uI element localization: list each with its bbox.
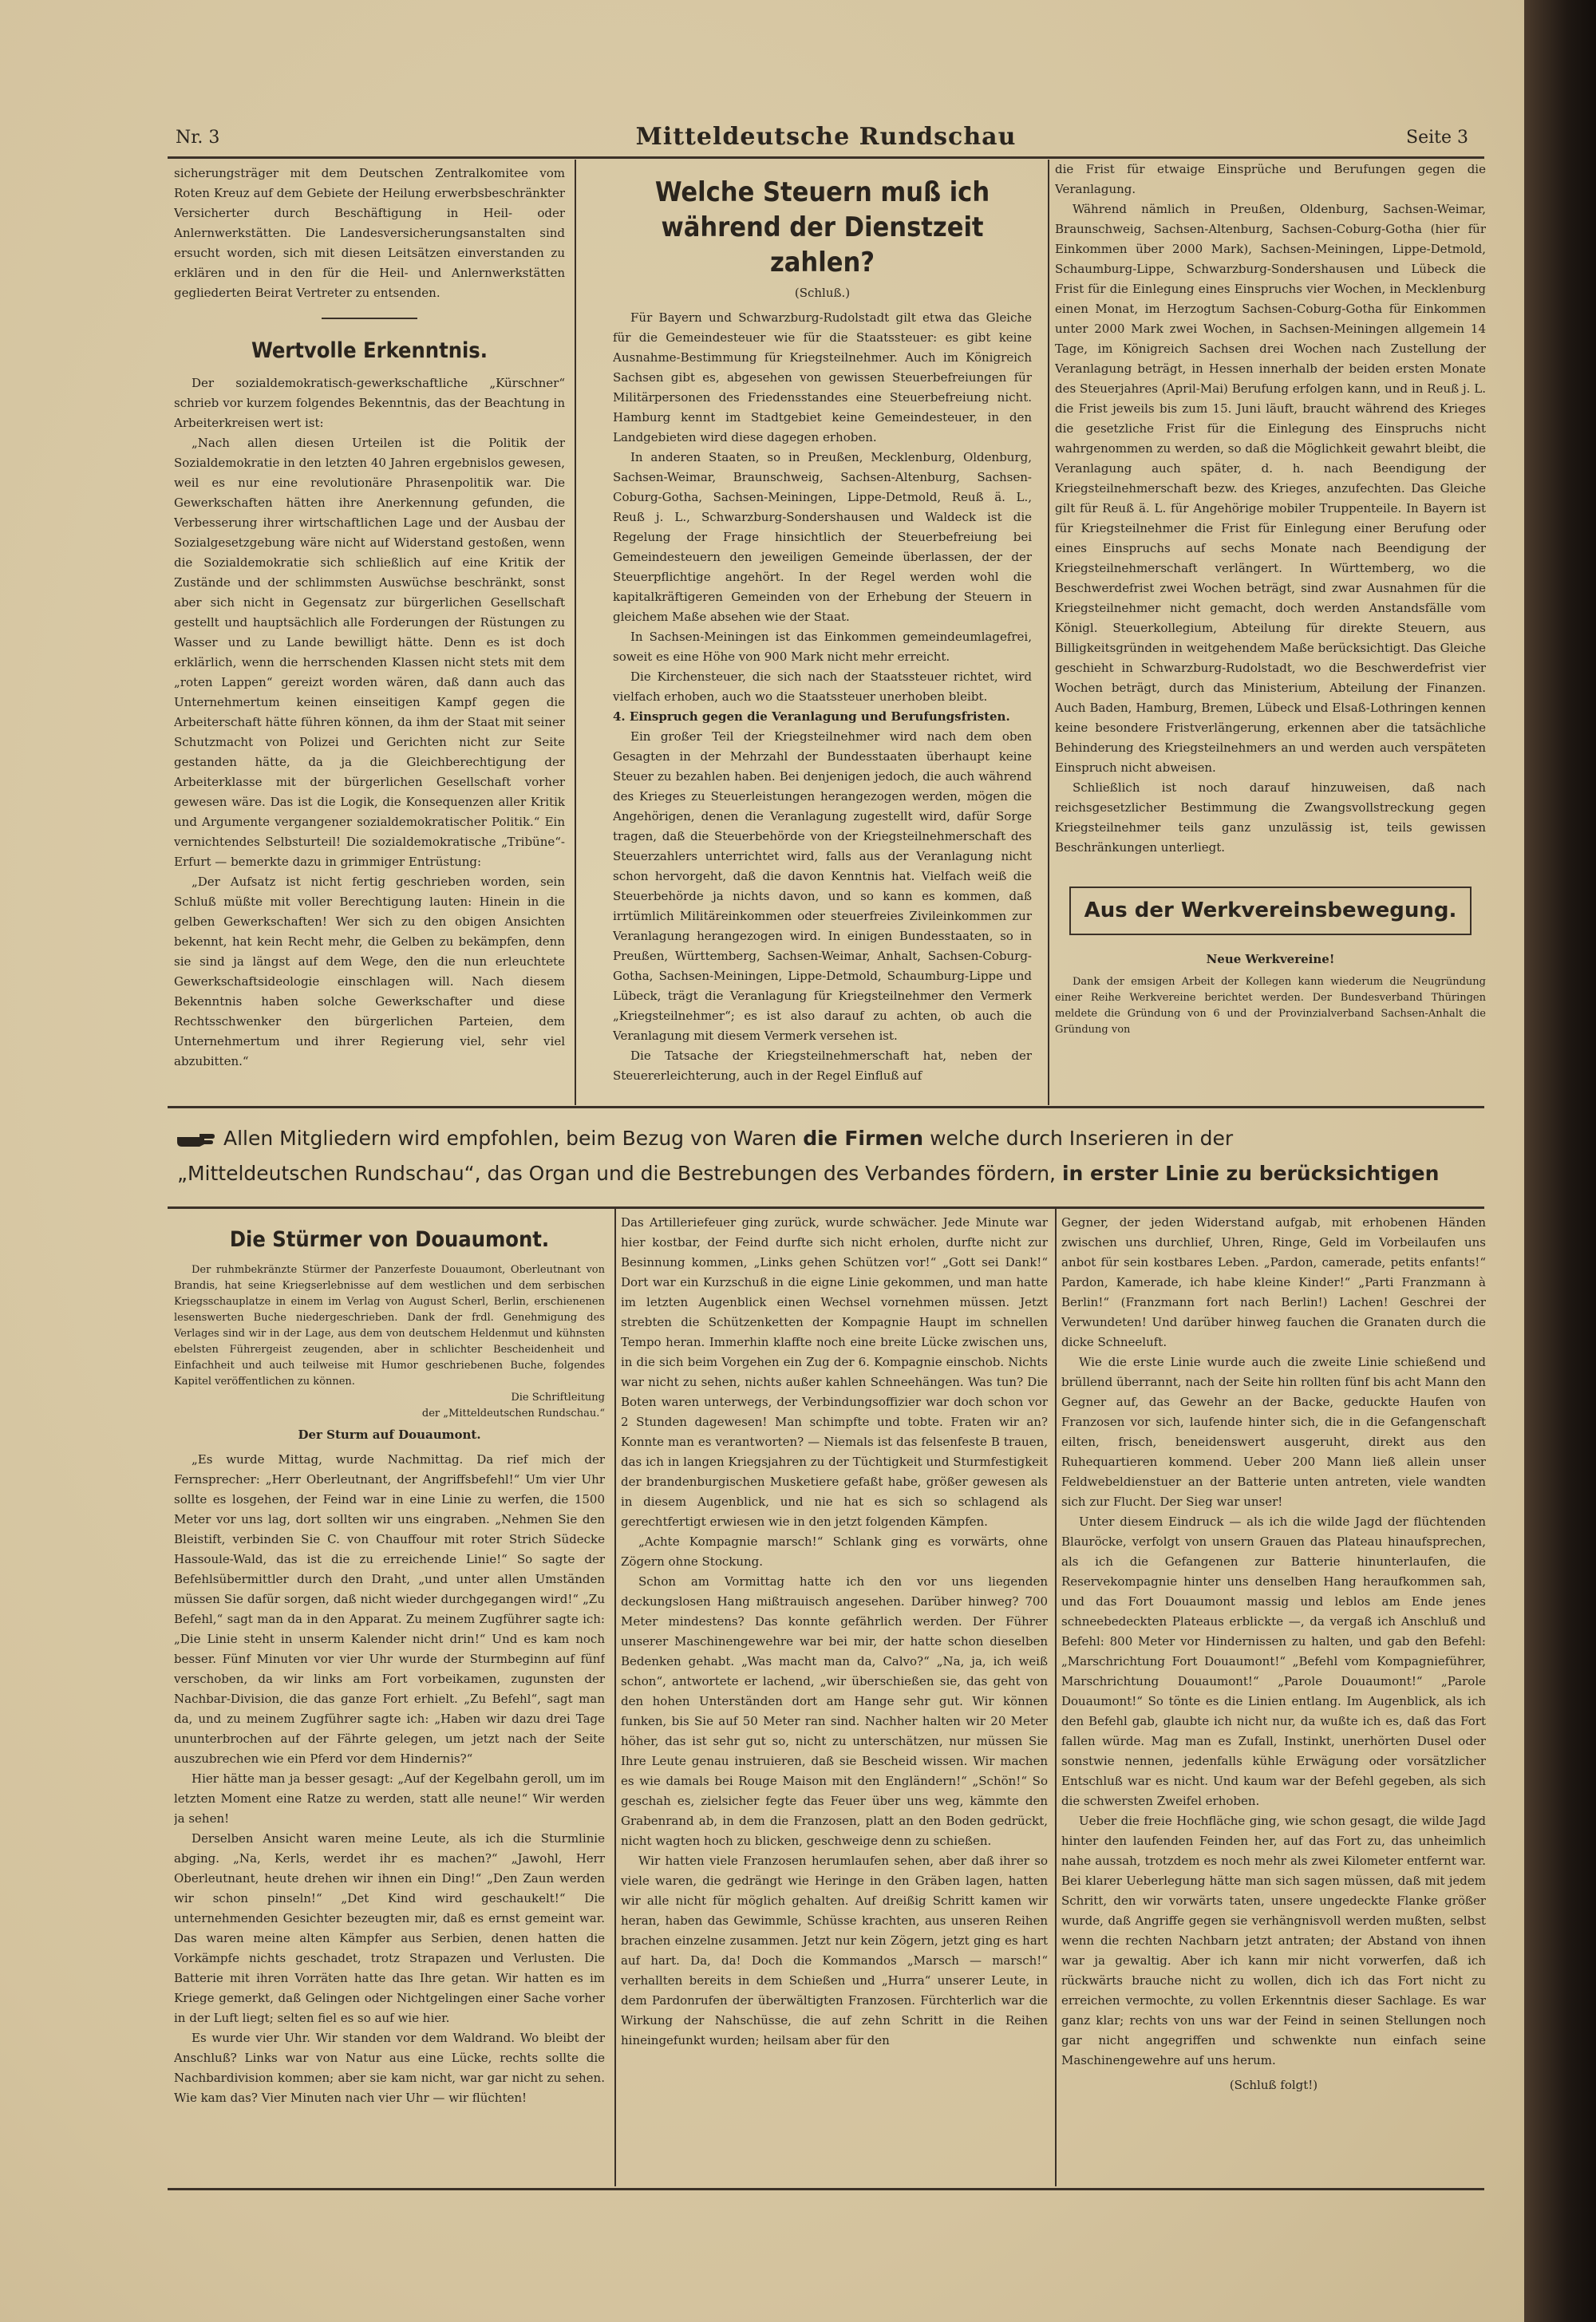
article-paragraph: In Sachsen-Meiningen ist das Einkommen gemeindeumlagefrei, soweit es eine Höhe von 900 Mark nicht mehr erreicht. [613,630,1032,664]
article-paragraph: die Frist für etwaige Einsprüche und Berufungen gegen die Veranlagung. [1055,162,1486,196]
signature-line-1: Die Schriftleitung [511,1392,605,1404]
page-label: Seite 3 [1406,128,1468,148]
short-divider [322,318,417,319]
article-paragraph: Es wurde vier Uhr. Wir standen vor dem Waldrand. Wo bleibt der Anschluß? Links war von Natur aus eine Lücke, rechts sollte die Nachbardivision kommen; aber sie kam nicht, war gar nicht zu sehen. Wie kam das? Vier Minuten nach vier Uhr — wir flüchten! [174,2031,605,2105]
page-header [168,120,1484,160]
article-paragraph: Die Tatsache der Kriegsteilnehmerschaft hat, neben der Steuererleichterung, auch in der Regel Einfluß auf [613,1048,1032,1083]
article-heading: Die Stürmer von Douaumont. [229,1227,550,1252]
column-divider [1048,160,1049,1105]
column-divider [575,160,576,1105]
article-paragraph: Derselben Ansicht waren meine Leute, als ich die Sturmlinie abging. „Na, Kerls, werdet ihr es machen?“ „Jawohl, Herr Oberleutnant, heute drehen wir ihnen ein Ding!“ „Den Zaun werden wir schon pinseln!“ „Det Kind wird geschaukelt!“ Die unternehmenden Gesichter bezeugten mir, daß es ernst gemeint war. Das waren meine alten Kämpfer aus Serbien, denen hatten die Vorkämpfe nichts geschadet, trotz Strapazen und Verlusten. Die Batterie mit ihren Vorräten hatte das Ihre getan. Wir hatten es im Kriege gemerkt, daß Gelingen oder Nichtgelingen einer Sache vorher in der Luft liegt; selten fiel es so auf wie hier. [174,1831,605,2025]
lower-column-3 [1061,1213,1486,2182]
column-divider [614,1209,616,2186]
article-paragraph: Das Artilleriefeuer ging zurück, wurde schwächer. Jede Minute war hier kostbar, der Feind durfte sich nicht erholen, durfte nicht zur Besinnung kommen, „Links gehen Schützen vor!“ „Gott sei Dank!“ Dort war ein Kurzschuß in die eigne Linie gekommen, und man hatte im letzten Augenblick einen Wechsel vornehmen müssen. Jetzt strebten die Schützenketten der Kompagnie Haupt im schnellen Tempo heran. Immerhin klaffte noch eine breite Lücke zwischen uns, in die sich beim Vorgehen ein Zug der 6. Kompagnie einschob. Nichts war nicht zu sehen, nichts außer kahlen Schneehängen. Was tun? Die Boten waren unterwegs, der Verbindungsoffizier war doch schon vor 2 Stunden dagewesen! Man schimpfte und tobte. Fraten wir an? Konnte man es verantworten? — Niemals ist das felsenfeste B trauen, das ich in langen Kriegsjahren zu der Tüchtigkeit und Sturmfestigkeit der brandenburgischen Musketiere gefaßt habe, größer gewesen als in diesem Augenblick, und nie hat es sich so schlagend als gerechtfertigt erwiesen wie in den jetzt folgenden Kämpfen. [621,1215,1048,1529]
masthead-title: Mitteldeutsche Rundschau [635,123,1017,151]
article-subheading: Der Sturm auf Douaumont. [298,1428,481,1442]
lower-column-1 [174,1213,605,2182]
signature-line-2: der „Mitteldeutschen Rundschau.“ [421,1408,605,1420]
lower-column-2 [621,1213,1048,2182]
article-paragraph: Wie die erste Linie wurde auch die zweite Linie schießend und brüllend überrannt, nach der Seite hin rollten fünf bis acht Mann den Gegner auf, das Gewehr an der Backe, geduckte Haufen von Franzosen vor sich, laufende hinter sich, die in die Gefangenschaft eilten, frisch, beneidenswert ausgeruht, direkt aus den Ruhequartieren kommend. Ueber 200 Mann ließ allein unser Feldwebeldienstuer an der Batterie unten antreten, viele wandten sich zur Flucht. Der Sieg war unser! [1061,1355,1486,1509]
article-paragraph: Während nämlich in Preußen, Oldenburg, Sachsen-Weimar, Braunschweig, Sachsen-Altenburg, Sachsen-Coburg-Gotha (hier für Einkommen über 2000 Mark), Sachsen-Meiningen, Lippe-Detmold, Schaumburg-Lippe, Schwarzburg-Sondershausen und Lübeck die Frist für die Einlegung eines Einspruchs vier Wochen, in Mecklenburg einen Monat, im Herzogtum Sachsen-Coburg-Gotha für Einkommen unter 2000 Mark zwei Wochen, in Sachsen-Meiningen allgemein 14 Tage, im Königreich Sachsen drei Wochen nach Zustellung der Veranlagung beträgt, in Hessen innerhalb der beiden ersten Monate des Steuerjahres (April-Mai) Berufung erfolgen kann, und in Reuß j. L. die Frist jeweils bis zum 15. Juni läuft, braucht während des Krieges die gesetzliche Frist für die Einlegung des Einspruchs nicht wahrgenommen zu werden, so daß die Möglichkeit gewahrt bleibt, die Veranlagung auch später, d. h. nach Beendigung der Kriegsteilnehmerschaft bezw. des Krieges, anzufechten. Das Gleiche gilt für Reuß ä. L. für Angehörige mobiler Truppenteile. In Bayern ist für Kriegsteilnehmer die Frist für Einlegung einer Berufung oder eines Einspruchs auf sechs Monate nach Beendigung der Kriegsteilnehmerschaft verlängert. In Württemberg, wo die Beschwerdefrist zwei Wochen beträgt, sind zwar Ausnahmen für die Kriegsteilnehmer nicht gemacht, doch werden Anstandsfälle vom Königl. Steuerkollegium, Abteilung für direkte Steuern, aus Billigkeitsgründen in weitgehendem Maße berücksichtigt. Das Gleiche geschieht in Schwarzburg-Rudolstadt, wo die Beschwerdefrist vier Wochen beträgt, durch das Ministerium, Abteilung der Finanzen. Auch Baden, Hamburg, Bremen, Lübeck und Elsaß-Lothringen kennen keine besondere Fristverlängerung, erkennen aber die tatsächliche Behinderung des Kriegsteilnehmers an und werden auch verspäteten Einspruch nicht abweisen. [1055,202,1486,775]
banner-text-2: „Mitteldeutschen Rundschau“, das Organ und die Bestrebungen des Verbandes fördern, [177,1162,1057,1185]
section-box-heading: Aus der Werkvereinsbewegung. [1069,887,1472,935]
article-paragraph: Für Bayern und Schwarzburg-Rudolstadt gilt etwa das Gleiche für die Gemeindesteuer wie für die Staatssteuer: es gibt keine Ausnahme-Bestimmung für Kriegsteilnehmer. Auch im Königreich Sachsen gibt es, abgesehen von gewissen Steuerbefreiungen für Militärpersonen des Friedensstandes eine Steuerbefreiung nicht. Hamburg kennt im Stadtgebiet keine Gemeindesteuer, in den Landgebieten wird diese dagegen erhoben. [613,310,1032,444]
article-paragraph: „Nach allen diesen Urteilen ist die Politik der Sozialdemokratie in den letzten 40 Jahren ergebnislos gewesen, weil es nur eine revolutionäre Phrasenpolitik war. Die Gewerkschaften hätten ihre Anerkennung gefunden, die Verbesserung ihrer wirtschaftlichen Lage und der Ausbau der Sozialgesetzgebung wäre nicht auf Widerstand gestoßen, wenn die Sozialdemokratie sich schließlich auf eine Kritik der Zustände und der schlimmsten Auswüchse beschränkt, sonst aber sich nicht in Gegensatz zur bürgerlichen Gesellschaft gestellt und hauptsächlich alle Forderungen der Rüstungen zu Wasser und zu Lande bewilligt hätte. Denn es ist doch erklärlich, wenn die herrschenden Klassen nicht stets mit dem „roten Lappen“ gereizt worden wären, daß dann auch das Unternehmertum keinen einseitigen Kampf gegen die Arbeiterschaft hätte führen können, da ihm der Staat mit seiner Schutzmacht von Polizei und Gerichten nicht zur Seite gestanden hätte, da ja die Gleichberechtigung der Arbeiterklasse mit der bürgerlichen Gesellschaft vorher gewesen wäre. Das ist die Logik, die Konsequenzen aller Kritik und Argumente vergangener sozialdemokratischer Politik.“ Ein vernichtendes Selbsturteil! Die sozialdemokratische „Tribüne“-Erfurt — bemerkte dazu in grimmiger Entrüstung: [174,436,565,869]
article-paragraph: Dank der emsigen Arbeit der Kollegen kann wiederum die Neugründung einer Reihe Werkvereine berichtet werden. Der Bundesverband Thüringen meldete die Gründung von 6 und der Provinzialverband Sachsen-Anhalt die Gründung von [1055,976,1486,1036]
article-paragraph: Die Kirchensteuer, die sich nach der Staatssteuer richtet, wird vielfach erhoben, auch wo die Staatssteuer unerhoben bleibt. [613,669,1032,704]
article-continuation: sicherungsträger mit dem Deutschen Zentralkomitee vom Roten Kreuz auf dem Gebiete der Heilung erwerbsbeschränkter Versicherter durch Beschäftigung in Heil- oder Anlernwerkstätten. Die Landesversicherungsanstalten sind ersucht worden, sich mit diesen Leitsätzen einverstanden zu erklären und in den für die Heil- und Anlernwerkstätten gegliederten Beirat Vertreter zu entsenden. [174,166,565,300]
banner-bold-1: die Firmen [803,1127,924,1150]
article-paragraph: Ueber die freie Hochfläche ging, wie schon gesagt, die wilde Jagd hinter den laufenden Feinden her, auf das Fort zu, das unheimlich nahe aussah, trotzdem es noch mehr als zwei Kilometer entfernt war. Bei klarer Ueberlegung hätte man sich sagen müssen, daß mit jedem Schritt, den wir vorwärts taten, unsere ungedeckte Flanke größer wurde, daß Angriffe gegen sie verhängnisvoll werden mußten, selbst wenn die rechten Nachbarn jetzt antraten; der Abstand von ihnen war ja gewaltig. Aber ich kann mir nicht vorwerfen, daß ich rückwärts brauche nicht zu wollen, dich ich das Fort nicht zu erreichen vermochte, zu vollen Erkenntnis dieser Sachlage. Es war ganz klar; rechts von uns war der Feind in seinen Stellungen noch gar nicht angegriffen und schwenkte nun einfach seine Maschinengewehre auf uns herum. [1061,1814,1486,2067]
banner-text-1: Allen Mitgliedern wird empfohlen, beim Bezug von Waren [223,1127,797,1150]
book-binding-edge [1524,0,1596,2322]
upper-column-3 [1055,160,1486,1101]
section-rule [168,1206,1484,1209]
article-paragraph: „Achte Kompagnie marsch!“ Schlank ging es vorwärts, ohne Zögern ohne Stockung. [621,1534,1048,1569]
pointing-hand-icon [176,1131,215,1148]
article-paragraph: „Der Aufsatz ist nicht fertig geschrieben worden, sein Schluß müßte mit voller Berechtigung lauten: Hinein in die gelben Gewerkschaften! Wer sich zu den obigen Ansichten bekennt, hat kein Recht mehr, die Gelben zu bekämpfen, denn sie sind ja längst auf dem Wege, den die nun erleuchtete Gewerkschaftsideologie einschlagen will. Nach diesem Bekenntnis haben solche Gewerkschafter und diese Rechtsschwenker den bürgerlichen Parteien, dem Unternehmertum und ihrer Regierung viel, sehr viel abzubitten.“ [174,875,565,1068]
upper-column-1 [174,164,565,1101]
to-be-continued: (Schluß folgt!) [1229,2078,1318,2092]
upper-column-2 [613,164,1032,1101]
column-divider [1055,1209,1057,2186]
article-paragraph: Gegner, der jeden Widerstand aufgab, mit erhobenen Händen zwischen uns durchlief, Uhren, Ringe, Geld im Vorbeilaufen uns anbot für sein kostbares Leben. „Pardon, camerade, petits enfants!“ Pardon, Kamerade, ich habe kleine Kinder!“ „Parti Franzmann à Berlin!“ (Franzmann fort nach Berlin!) Lachen! Geschrei der Verwundeten! Und darüber hinweg fauchen die Granaten durch die dicke Schneeluft. [1061,1215,1486,1349]
article-paragraph: „Es wurde Mittag, wurde Nachmittag. Da rief mich der Fernsprecher: „Herr Oberleutnant, der Angriffsbefehl!“ Um vier Uhr sollte es losgehen, der Feind war in eine Linie zu werfen, die 1500 Meter vor uns lag, dort sollten wir uns eingraben. „Nehmen Sie den Bleistift, verbinden Sie C. von Chauffour mit roter Strich Südecke Hassoule-Wald, das ist die zu erreichende Linie!“ So sagte der Befehlsübermittler durch den Draht, „und unter allen Umständen müssen Sie dafür sorgen, daß nicht wieder durchgegangen wird!“ „Zu Befehl,“ sagt man da in den Apparat. Zu meinem Zugführer sagte ich: „Die Linie steht in unserm Kalender nicht drin!“ Und es kam noch besser. Fünf Minuten vor vier Uhr wurde der Sturmbeginn auf fünf verschoben, da wir links am Fort vorbeikamen, zugunsten der Nachbar-Division, die das ganze Fort erhielt. „Zu Befehl“, sagt man da, und zu meinem Zugführer sagte ich: „Haben wir dazu drei Tage ununterbrochen auf der Fährte gelegen, um jetzt nach der Seite auszubrechen wie ein Pferd vor dem Hindernis?“ [174,1452,605,1766]
article-paragraph: Der sozialdemokratisch-gewerkschaftliche „Kürschner“ schrieb vor kurzem folgendes Bekenntnis, das der Beachtung in Arbeiterkreisen wert ist: [174,376,565,430]
article-paragraph: Wir hatten viele Franzosen herumlaufen sehen, aber daß ihrer so viele waren, die gedrängt wie Heringe in den Gräben lagen, hatten wir alle nicht für möglich gehalten. Auf dreißig Schritt kamen wir heran, haben das Gewimmle, Schüsse krachten, aus unseren Reihen brachen einzelne zusammen. Jetzt nur kein Zögern, jetzt ging es hart auf hart. Da, da! Doch die Kommandos „Marsch — marsch!“ verhallten bereits in dem Schießen und „Hurra“ unserer Leute, in dem Pardonrufen der überwältigten Franzosen. Fürchterlich war die Wirkung der Nahschüsse, die auf zehn Schritt in die Reihen hineingefunkt wurden; heilsam aber für den [621,1854,1048,2048]
member-notice-banner [168,1121,1484,1205]
article-paragraph: Schließlich ist noch darauf hinzuweisen, daß nach reichsgesetzlicher Bestimmung die Zwangsvollstreckung gegen Kriegsteilnehmer teils ganz unzulässig ist, teils gewissen Beschränkungen unterliegt. [1055,780,1486,855]
section-rule [168,1106,1484,1108]
header-rule [168,156,1484,159]
article-heading: Welche Steuern muß ich während der Dienstzeit zahlen? [654,176,990,278]
page-number: Nr. 3 [176,128,220,148]
banner-text-1b: welche durch Inserieren in der [930,1127,1234,1150]
article-paragraph: Hier hätte man ja besser gesagt: „Auf der Kegelbahn geroll, um im letzten Moment eine Ratze zu werden, statt alle neune!“ Wir werden ja sehen! [174,1771,605,1826]
section-heading: 4. Einspruch gegen die Veranlagung und Berufungsfristen. [613,709,1010,724]
article-paragraph: In anderen Staaten, so in Preußen, Mecklenburg, Oldenburg, Sachsen-Weimar, Braunschweig, Sachsen-Altenburg, Sachsen-Coburg-Gotha, Sachsen-Meiningen, Lippe-Detmold, Reuß ä. L., Reuß j. L., Schwarzburg-Sondershausen und Waldeck ist die Regelung der Frage hinsichtlich der Steuerbefreiung bei Gemeindesteuern den jeweiligen Gemeinde überlassen, der der Steuerpflichtige angehört. In der Regel werden wohl die kapitalkräftigeren Gemeinden von der Erhebung der Steuern in gleichem Maße absehen wie der Staat. [613,450,1032,624]
article-paragraph: Schon am Vormittag hatte ich den vor uns liegenden deckungslosen Hang mißtrauisch angesehen. Darüber hinweg? 700 Meter mindestens? Das konnte gefährlich werden. Der Führer unserer Maschinengewehre war bei mir, der hatte schon dieselben Bedenken gehabt. „Was macht man da, Calvo?“ „Na, ja, ich weiß schon“, antwortete er lachend, „wir überschießen sie, das geht von den hohen Unterständen dort am Hange sehr gut. Wir können funken, bis Sie auf 50 Meter ran sind. Nachher halten wir 20 Meter höher, das ist sehr gut so, nicht zu unterschätzen, nur müssen Sie Ihre Leute genau instruieren, daß sie Bescheid wissen. Wir machen es wie damals bei Rouge Maison mit den Engländern!“ „Schön!“ So geschah es, zielsicher fegte das Feuer über uns weg, kämmte den Grabenrand ab, in dem die Franzosen, platt an den Boden gedrückt, nicht wagten hoch zu blicken, geschweige denn zu schießen. [621,1574,1048,1848]
article-heading: Wertvolle Erkenntnis. [251,338,488,363]
bottom-rule [168,2188,1484,2190]
article-subtitle: (Schluß.) [794,286,851,300]
article-subheading: Neue Werkvereine! [1206,952,1335,966]
article-paragraph: Unter diesem Eindruck — als ich die wilde Jagd der flüchtenden Blauröcke, verfolgt von unsern Grauen das Plateau hinaufsprechen, als ich die Gefangenen zur Batterie hinunterlaufen, die Reservekompagnie hinter uns denselben Hang heraufkommen sah, und das Fort Douaumont massig und leblos am Ende jenes schneebedeckten Plateaus erblickte —, da vergaß ich Anschluß und Befehl: 800 Meter vor Hindernissen zu halten, und gab den Befehl: „Marschrichtung Fort Douaumont!“ „Befehl vom Kompagnieführer, Marschrichtung Douaumont!“ „Parole Douaumont!“ „Parole Douaumont!“ So tönte es die Linien entlang. Im Augenblick, als ich den Befehl gab, glaubte ich nicht nur, da wußte ich es, daß das Fort fallen würde. Mag man es Zufall, Instinkt, unerhörten Dusel oder sonstwie nennen, jedenfalls kühle Erwägung oder vorsätzlicher Entschluß war es nicht. Und kaum war der Befehl gegeben, als sich die schwersten Zweifel erhoben. [1061,1514,1486,1808]
banner-bold-2: in erster Linie zu berücksichtigen [1061,1162,1440,1185]
article-paragraph: Ein großer Teil der Kriegsteilnehmer wird nach dem oben Gesagten in der Mehrzahl der Bundesstaaten überhaupt keine Steuer zu bezahlen haben. Bei denjenigen jedoch, die auch während des Krieges zu Steuerleistungen herangezogen werden, mögen die Angehörigen, denen die Veranlagung zugestellt wird, dafür Sorge tragen, daß die Steuerbehörde von der Kriegsteilnehmerschaft des Steuerzahlers unterrichtet wird, falls aus der Veranlagung nicht schon hervorgeht, daß die davon Kenntnis hat. Vielfach weiß die Steuerbehörde ja nichts davon, und so kann es kommen, daß irrtümlich Militäreinkommen oder steuerfreies Zivileinkommen zur Veranlagung herangezogen wird. In einigen Bundesstaaten, so in Preußen, Württemberg, Sachsen-Weimar, Anhalt, Sachsen-Coburg-Gotha, Sachsen-Meiningen, Lippe-Detmold, Schaumburg-Lippe und Lübeck, trägt die Veranlagung für Kriegsteilnehmer den Vermerk „Kriegsteilnehmer“; es ist also darauf zu achten, ob auch die Veranlagung mit diesem Vermerk versehen ist. [613,729,1032,1043]
article-intro: Der ruhmbekränzte Stürmer der Panzerfeste Douaumont, Oberleutnant von Brandis, hat seine Kriegserlebnisse auf dem westlichen und dem serbischen Kriegsschauplatze in einem im Verlag von August Scherl, Berlin, erschienenen lesenswerten Buche niedergeschrieben. Dank der frdl. Genehmigung des Verlages sind wir in der Lage, aus dem von deutschem Heldenmut und kühnsten ebelsten Führergeist zeugenden, aber in schlichter Bescheidenheit und Einfachheit und auch teilweise mit Humor geschriebenen Buche, folgendes Kapitel veröffentlichen zu können. [174,1264,605,1388]
